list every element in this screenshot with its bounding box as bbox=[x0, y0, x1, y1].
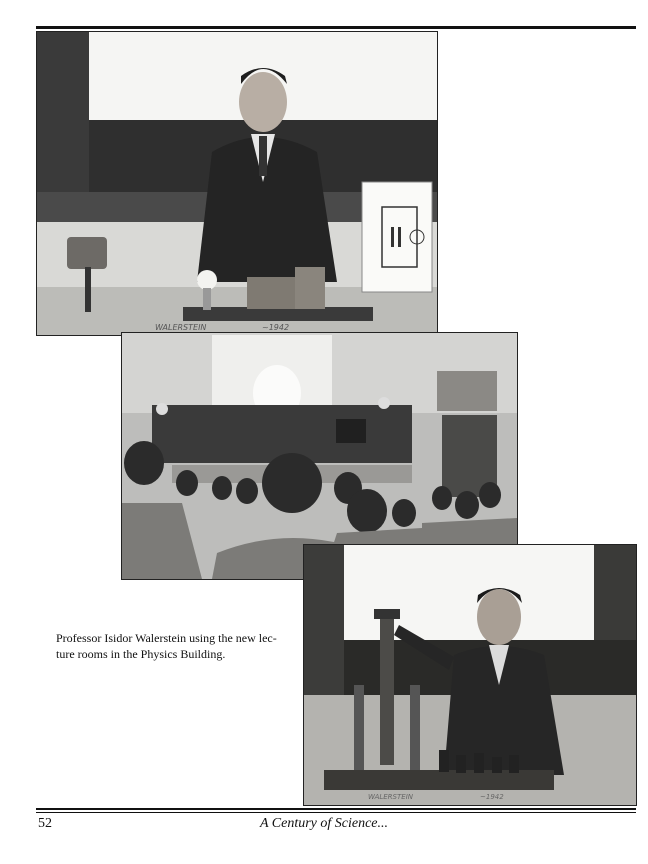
running-footer-title: A Century of Science... bbox=[259, 816, 389, 831]
handwritten-name-3: WALERSTEIN bbox=[368, 793, 413, 801]
photo-apparatus-image bbox=[304, 545, 636, 805]
handwritten-date-3: ~1942 bbox=[480, 793, 504, 801]
top-rule bbox=[36, 26, 636, 29]
page-number: 52 bbox=[38, 816, 52, 831]
photo-lecture-bench bbox=[36, 31, 438, 336]
photo-apparatus-demonstration bbox=[303, 544, 637, 806]
caption-line-2: ture rooms in the Physics Building. bbox=[56, 647, 226, 661]
caption-line-1: Professor Isidor Walerstein using the new lec- bbox=[56, 631, 277, 645]
photo-lecture-bench-image bbox=[37, 32, 437, 335]
handwritten-name-1: WALERSTEIN bbox=[155, 323, 207, 332]
handwritten-date-1: ~1942 bbox=[262, 323, 290, 332]
bottom-rule bbox=[36, 808, 636, 813]
photo-caption bbox=[56, 630, 284, 662]
photo-lecture-hall-image bbox=[122, 333, 517, 579]
photo-lecture-hall bbox=[121, 332, 518, 580]
